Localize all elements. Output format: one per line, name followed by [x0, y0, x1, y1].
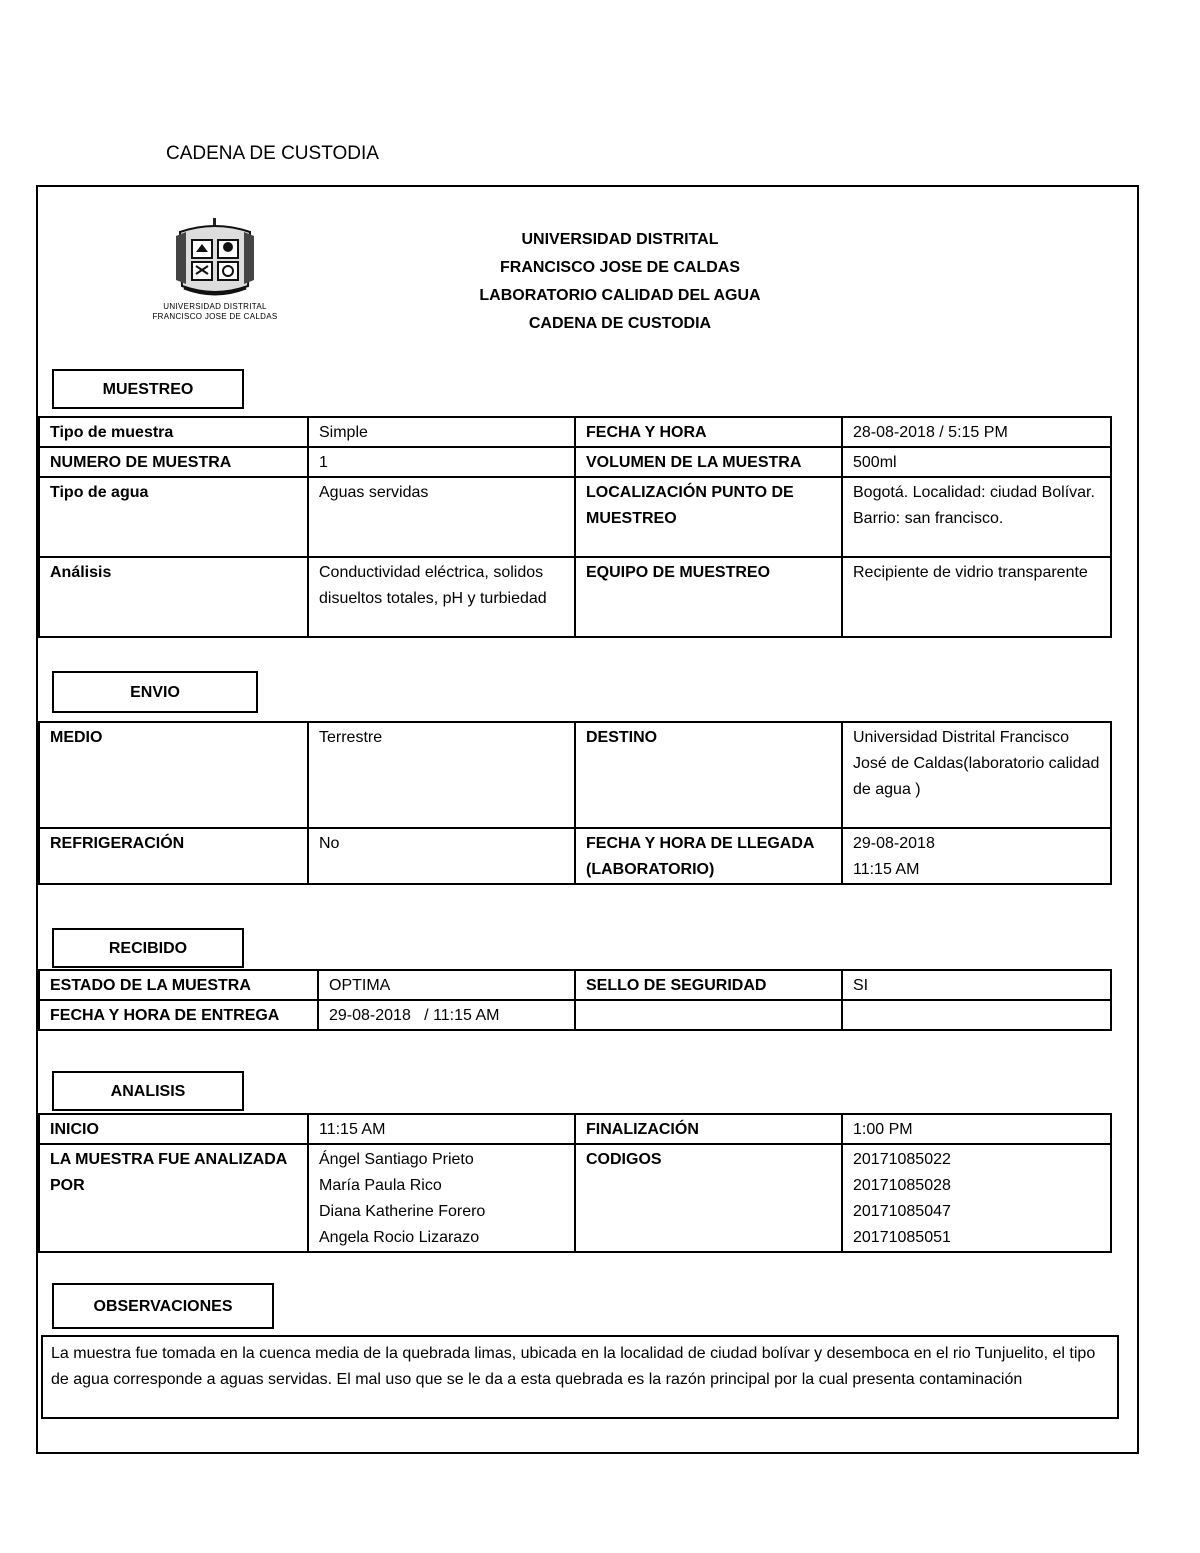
section-title-analisis: ANALISIS: [52, 1071, 244, 1111]
analyst-name: Angela Rocio Lizarazo: [319, 1229, 480, 1246]
document-title: CADENA DE CUSTODIA: [166, 143, 379, 164]
section-title-envio: ENVIO: [52, 671, 258, 713]
analyst-code: 20171085047: [853, 1203, 951, 1220]
logo-text-line2: FRANCISCO JOSE DE CALDAS: [152, 312, 278, 321]
label-equipo: EQUIPO DE MUESTREO: [575, 557, 842, 637]
table-row: [39, 1000, 1111, 1030]
label-medio: MEDIO: [39, 722, 308, 828]
value-analistas: [308, 1144, 575, 1252]
label-tipo-agua: Tipo de agua: [39, 477, 308, 557]
label-analisis: Análisis: [39, 557, 308, 637]
value-finalizacion: 1:00 PM: [842, 1114, 1111, 1144]
analyst-code: 20171085022: [853, 1151, 951, 1168]
header-line-3: LABORATORIO CALIDAD DEL AGUA: [479, 287, 761, 304]
value-tipo-muestra: Simple: [308, 417, 575, 447]
section-title-muestreo: MUESTREO: [52, 369, 244, 409]
table-row: [39, 557, 1111, 637]
muestreo-table: [38, 416, 1112, 638]
analyst-name: Diana Katherine Forero: [319, 1203, 486, 1220]
label-analizada-por: LA MUESTRA FUE ANALIZADA POR: [39, 1144, 308, 1252]
header-line-4: CADENA DE CUSTODIA: [528, 315, 712, 332]
label-entrega: FECHA Y HORA DE ENTREGA: [39, 1000, 318, 1030]
value-tipo-agua: Aguas servidas: [308, 477, 575, 557]
value-sello: SI: [842, 970, 1111, 1000]
table-row: [39, 477, 1111, 557]
empty-cell: [842, 1000, 1111, 1030]
value-localizacion: Bogotá. Localidad: ciudad Bolívar. Barrio: san francisco.: [842, 477, 1111, 557]
table-row: [39, 1144, 1111, 1252]
observaciones-text: La muestra fue tomada en la cuenca media de la quebrada limas, ubicada en la localidad de ciudad bolívar y desemboca en el rio Tunjuelito, el tipo de agua corresponde a aguas servidas. El mal uso que se le da a esta quebrada es la razón principal por la cual presenta contaminación: [41, 1335, 1119, 1419]
label-sello: SELLO DE SEGURIDAD: [575, 970, 842, 1000]
value-fecha-hora: 28-08-2018 / 5:15 PM: [842, 417, 1111, 447]
analisis-table: [38, 1113, 1112, 1253]
analyst-name: María Paula Rico: [319, 1177, 442, 1194]
university-crest-icon: [140, 216, 290, 300]
table-row: [39, 970, 1111, 1000]
header-line-1: UNIVERSIDAD DISTRITAL: [521, 231, 719, 248]
label-codigos: CODIGOS: [575, 1144, 842, 1252]
label-volumen: VOLUMEN DE LA MUESTRA: [575, 447, 842, 477]
value-estado: OPTIMA: [318, 970, 575, 1000]
value-llegada-fecha: 29-08-2018: [853, 835, 935, 852]
table-row: [39, 828, 1111, 884]
value-codigos: [842, 1144, 1111, 1252]
envio-table: [38, 721, 1112, 885]
table-row: [39, 417, 1111, 447]
label-finalizacion: FINALIZACIÓN: [575, 1114, 842, 1144]
value-numero-muestra: 1: [308, 447, 575, 477]
document-header: [370, 226, 870, 338]
value-inicio: 11:15 AM: [308, 1114, 575, 1144]
label-localizacion: LOCALIZACIÓN PUNTO DE MUESTREO: [575, 477, 842, 557]
section-title-observaciones: OBSERVACIONES: [52, 1283, 274, 1329]
label-refrigeracion: REFRIGERACIÓN: [39, 828, 308, 884]
recibido-table: [38, 969, 1112, 1031]
value-llegada-hora: 11:15 AM: [853, 861, 920, 878]
table-row: [39, 722, 1111, 828]
analyst-name: Ángel Santiago Prieto: [319, 1151, 474, 1168]
value-medio: Terrestre: [308, 722, 575, 828]
header-line-2: FRANCISCO JOSE DE CALDAS: [499, 259, 741, 276]
value-analisis: Conductividad eléctrica, solidos disueltos totales, pH y turbiedad: [308, 557, 575, 637]
value-entrega: 29-08-2018 / 11:15 AM: [318, 1000, 575, 1030]
section-title-recibido: RECIBIDO: [52, 928, 244, 968]
label-tipo-muestra: Tipo de muestra: [39, 417, 308, 447]
table-row: [39, 447, 1111, 477]
label-llegada: FECHA Y HORA DE LLEGADA (LABORATORIO): [575, 828, 842, 884]
value-refrigeracion: No: [308, 828, 575, 884]
empty-cell: [575, 1000, 842, 1030]
table-row: [39, 1114, 1111, 1144]
analyst-code: 20171085028: [853, 1177, 951, 1194]
university-logo: [140, 216, 290, 326]
logo-text-line1: UNIVERSIDAD DISTRITAL: [163, 302, 267, 311]
value-equipo: Recipiente de vidrio transparente: [842, 557, 1111, 637]
label-estado: ESTADO DE LA MUESTRA: [39, 970, 318, 1000]
value-llegada: [842, 828, 1111, 884]
label-fecha-hora: FECHA Y HORA: [575, 417, 842, 447]
analyst-code: 20171085051: [853, 1229, 951, 1246]
label-numero-muestra: NUMERO DE MUESTRA: [39, 447, 308, 477]
value-volumen: 500ml: [842, 447, 1111, 477]
value-destino: Universidad Distrital Francisco José de Caldas(laboratorio calidad de agua ): [842, 722, 1111, 828]
label-destino: DESTINO: [575, 722, 842, 828]
label-inicio: INICIO: [39, 1114, 308, 1144]
